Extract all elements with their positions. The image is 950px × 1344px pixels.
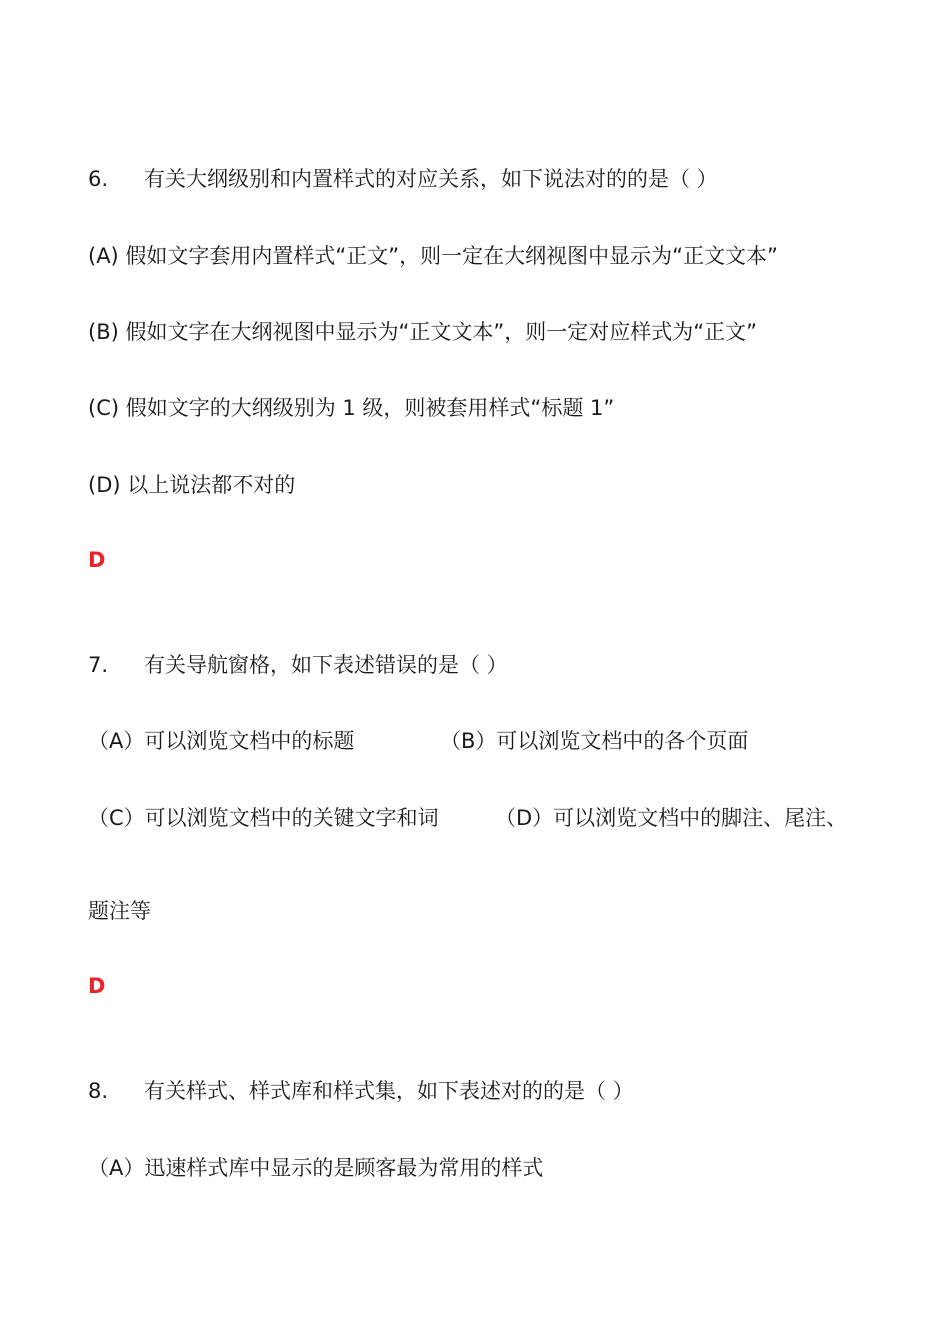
q7-stem: 有关导航窗格，如下表述错误的是（ ） <box>144 653 508 677</box>
q6-answer: D <box>88 548 106 572</box>
q8-number: 8. <box>88 1079 109 1103</box>
q6-option-a: (A) 假如文字套用内置样式“正文”，则一定在大纲视图中显示为“正文文本” <box>88 244 778 268</box>
q8-stem: 有关样式、样式库和样式集，如下表述对的的是（ ） <box>144 1079 634 1103</box>
q7-stem-line <box>88 651 508 679</box>
q6-number: 6. <box>88 167 109 191</box>
q8-stem-line <box>88 1077 634 1105</box>
q7-number: 7. <box>88 653 109 677</box>
q7-option-d-continued: 题注等 <box>88 899 151 923</box>
q7-option-d: （D）可以浏览文档中的脚注、尾注、 <box>495 806 848 830</box>
q7-option-a: （A）可以浏览文档中的标题 <box>88 729 355 753</box>
q7-option-b: （B）可以浏览文档中的各个页面 <box>440 729 749 753</box>
q8-option-a: （A）迅速样式库中显示的是顾客最为常用的样式 <box>88 1156 544 1180</box>
q6-stem-line <box>88 165 718 193</box>
q6-stem: 有关大纲级别和内置样式的对应关系，如下说法对的的是（ ） <box>144 167 718 191</box>
q6-option-b: (B) 假如文字在大纲视图中显示为“正文文本”，则一定对应样式为“正文” <box>88 320 757 344</box>
q7-answer: D <box>88 974 106 998</box>
q6-option-d: (D) 以上说法都不对的 <box>88 473 296 497</box>
q6-option-c: (C) 假如文字的大纲级别为 1 级，则被套用样式“标题 1” <box>88 396 615 420</box>
q7-option-c: （C）可以浏览文档中的关键文字和词 <box>88 806 439 830</box>
